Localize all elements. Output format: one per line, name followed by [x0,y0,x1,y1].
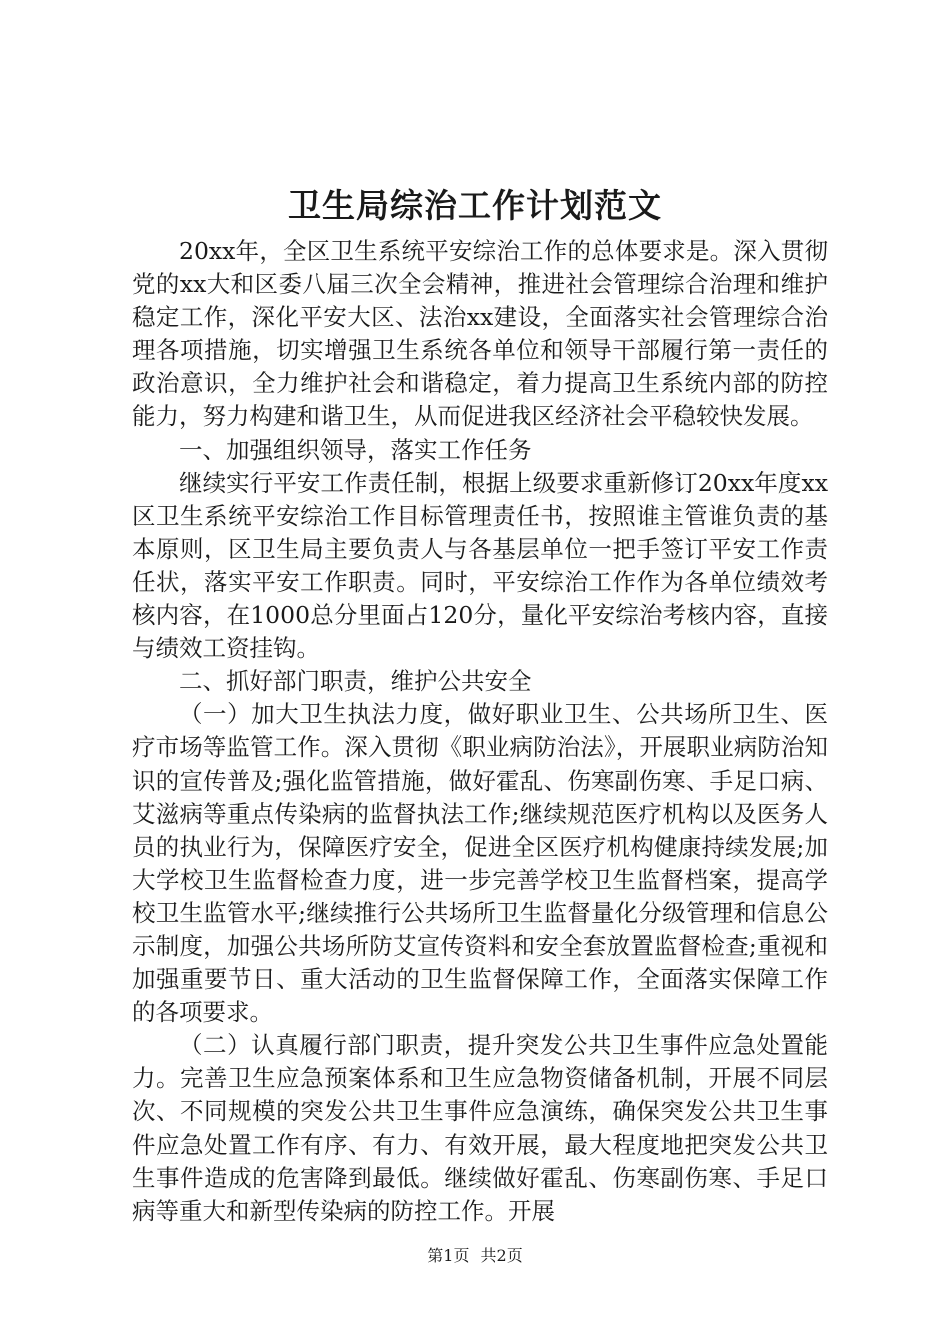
document-body [132,235,828,1228]
section-heading-2: 二、抓好部门职责，维护公共安全 [179,667,532,696]
paragraph-subsection-2: （二）认真履行部门职责，提升突发公共卫生事件应急处置能力。完善卫生应急预案体系和卫生应急物资储备机制，开展不同层次、不同规模的突发公共卫生事件应急演练，确保突发公共卫生事件应急处置工作有序、有力、有效开展，最大程度地把突发公共卫生事件造成的危害降到最低。继续做好霍乱、伤寒副伤寒、手足口病等重大和新型传染病的防控工作。开展 [132,1031,828,1225]
section-heading-1: 一、加强组织领导，落实工作任务 [179,435,532,464]
paragraph-section-1: 继续实行平安工作责任制，根据上级要求重新修订20xx年度xx区卫生系统平安综治工作目标管理责任书，按照谁主管谁负责的基本原则，区卫生局主要负责人与各基层单位一把手签订平安工作责任状，落实平安工作职责。同时，平安综治工作作为各单位绩效考核内容，在1000总分里面占120分，量化平安综治考核内容，直接与绩效工资挂钩。 [132,468,828,663]
page-footer [0,1244,950,1268]
paragraph-subsection-1: （一）加大卫生执法力度，做好职业卫生、公共场所卫生、医疗市场等监管工作。深入贯彻《职业病防治法》，开展职业病防治知识的宣传普及;强化监管措施，做好霍乱、伤寒副伤寒、手足口病、艾滋病等重点传染病的监督执法工作;继续规范医疗机构以及医务人员的执业行为，保障医疗安全，促进全区医疗机构健康持续发展;加大学校卫生监督检查力度，进一步完善学校卫生监督档案，提高学校卫生监管水平;继续推行公共场所卫生监督量化分级管理和信息公示制度，加强公共场所防艾宣传资料和安全套放置监督检查;重视和加强重要节日、重大活动的卫生监督保障工作，全面落实保障工作的各项要求。 [132,700,828,1027]
page-total: 共2页 [480,1246,523,1265]
document-title: 卫生局综治工作计划范文 [288,186,662,225]
page-number: 第1页 [427,1246,470,1265]
paragraph-intro: 20xx年，全区卫生系统平安综治工作的总体要求是。深入贯彻党的xx大和区委八届三次全会精神，推进社会管理综合治理和维护稳定工作，深化平安大区、法治xx建设，全面落实社会管理综合治理各项措施，切实增强卫生系统各单位和领导干部履行第一责任的政治意识，全力维护社会和谐稳定，着力提高卫生系统内部的防控能力，努力构建和谐卫生，从而促进我区经济社会平稳较快发展。 [132,237,828,431]
